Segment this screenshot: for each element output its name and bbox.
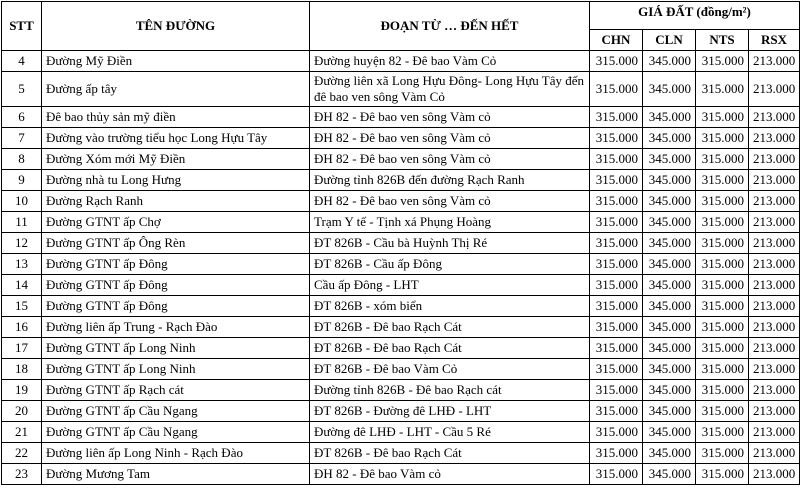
row-price-chn: 315.000 bbox=[590, 233, 643, 254]
row-doan: Đường tỉnh 826B đến đường Rạch Ranh bbox=[310, 170, 590, 191]
row-price-rsx: 213.000 bbox=[749, 51, 800, 72]
row-ten-duong: Đường Mỹ Điền bbox=[42, 51, 310, 72]
row-ten-duong: Đường vào trường tiểu học Long Hựu Tây bbox=[42, 128, 310, 149]
row-stt: 14 bbox=[2, 275, 42, 296]
table-row bbox=[2, 296, 800, 317]
row-price-chn: 315.000 bbox=[590, 149, 643, 170]
row-doan: ĐH 82 - Đê bao ven sông Vàm cỏ bbox=[310, 128, 590, 149]
row-price-nts: 315.000 bbox=[696, 107, 749, 128]
row-doan: Trạm Y tế - Tịnh xá Phụng Hoàng bbox=[310, 212, 590, 233]
header-nts: NTS bbox=[696, 30, 749, 51]
row-stt: 10 bbox=[2, 191, 42, 212]
table-row bbox=[2, 317, 800, 338]
row-price-chn: 315.000 bbox=[590, 128, 643, 149]
row-ten-duong: Đường liên ấp Trung - Rạch Đào bbox=[42, 317, 310, 338]
row-price-rsx: 213.000 bbox=[749, 128, 800, 149]
row-ten-duong: Đường GTNT ấp Đông bbox=[42, 275, 310, 296]
row-price-nts: 315.000 bbox=[696, 464, 749, 485]
row-doan: ĐT 826B - Đê bao Rạch Cát bbox=[310, 443, 590, 464]
row-price-nts: 315.000 bbox=[696, 380, 749, 401]
row-price-nts: 315.000 bbox=[696, 233, 749, 254]
row-price-cln: 345.000 bbox=[643, 338, 696, 359]
table-row bbox=[2, 233, 800, 254]
row-price-rsx: 213.000 bbox=[749, 107, 800, 128]
row-doan: Đường liên xã Long Hựu Đông- Long Hựu Tây đến đê bao ven sông Vàm Cỏ bbox=[310, 72, 590, 107]
row-price-cln: 345.000 bbox=[643, 443, 696, 464]
row-price-chn: 315.000 bbox=[590, 191, 643, 212]
row-price-chn: 315.000 bbox=[590, 359, 643, 380]
row-price-nts: 315.000 bbox=[696, 149, 749, 170]
row-price-nts: 315.000 bbox=[696, 443, 749, 464]
table-row bbox=[2, 51, 800, 72]
row-price-cln: 345.000 bbox=[643, 401, 696, 422]
row-doan: ĐT 826B - Đường đê LHĐ - LHT bbox=[310, 401, 590, 422]
row-price-chn: 315.000 bbox=[590, 443, 643, 464]
row-ten-duong: Đường GTNT ấp Long Ninh bbox=[42, 359, 310, 380]
row-price-rsx: 213.000 bbox=[749, 72, 800, 107]
row-price-cln: 345.000 bbox=[643, 72, 696, 107]
header-stt: STT bbox=[2, 2, 42, 51]
row-price-rsx: 213.000 bbox=[749, 275, 800, 296]
row-price-cln: 345.000 bbox=[643, 128, 696, 149]
row-price-chn: 315.000 bbox=[590, 212, 643, 233]
row-price-cln: 345.000 bbox=[643, 359, 696, 380]
row-price-chn: 315.000 bbox=[590, 51, 643, 72]
header-cln: CLN bbox=[643, 30, 696, 51]
row-ten-duong: Đường GTNT ấp Cầu Ngang bbox=[42, 401, 310, 422]
row-price-rsx: 213.000 bbox=[749, 233, 800, 254]
row-ten-duong: Đường GTNT ấp Đông bbox=[42, 296, 310, 317]
table-row bbox=[2, 275, 800, 296]
row-price-chn: 315.000 bbox=[590, 422, 643, 443]
header-ten-duong: TÊN ĐƯỜNG bbox=[42, 2, 310, 51]
table-row bbox=[2, 359, 800, 380]
row-price-chn: 315.000 bbox=[590, 464, 643, 485]
table-row bbox=[2, 107, 800, 128]
row-price-chn: 315.000 bbox=[590, 107, 643, 128]
row-ten-duong: Đê bao thủy sản mỹ điền bbox=[42, 107, 310, 128]
row-stt: 13 bbox=[2, 254, 42, 275]
row-price-nts: 315.000 bbox=[696, 296, 749, 317]
row-price-chn: 315.000 bbox=[590, 380, 643, 401]
row-price-chn: 315.000 bbox=[590, 275, 643, 296]
row-price-chn: 315.000 bbox=[590, 296, 643, 317]
row-doan: Cầu ấp Đông - LHT bbox=[310, 275, 590, 296]
row-price-chn: 315.000 bbox=[590, 401, 643, 422]
row-price-nts: 315.000 bbox=[696, 72, 749, 107]
row-price-cln: 345.000 bbox=[643, 212, 696, 233]
row-price-chn: 315.000 bbox=[590, 338, 643, 359]
table-body bbox=[2, 51, 800, 485]
row-stt: 15 bbox=[2, 296, 42, 317]
row-price-rsx: 213.000 bbox=[749, 191, 800, 212]
row-stt: 12 bbox=[2, 233, 42, 254]
row-price-rsx: 213.000 bbox=[749, 464, 800, 485]
row-doan: ĐT 826B - Đê bao Rạch Cát bbox=[310, 338, 590, 359]
table-row bbox=[2, 464, 800, 485]
row-stt: 21 bbox=[2, 422, 42, 443]
row-price-rsx: 213.000 bbox=[749, 359, 800, 380]
header-chn: CHN bbox=[590, 30, 643, 51]
row-price-rsx: 213.000 bbox=[749, 338, 800, 359]
header-gia-dat: GIÁ ĐẤT (đồng/m²) bbox=[590, 2, 800, 30]
row-price-cln: 345.000 bbox=[643, 317, 696, 338]
table-row bbox=[2, 128, 800, 149]
row-doan: Đường tỉnh 826B - Đê bao Rạch cát bbox=[310, 380, 590, 401]
row-doan: ĐH 82 - Đê bao ven sông Vàm cỏ bbox=[310, 149, 590, 170]
row-ten-duong: Đường GTNT ấp Long Ninh bbox=[42, 338, 310, 359]
row-ten-duong: Đường GTNT ấp Cầu Ngang bbox=[42, 422, 310, 443]
row-price-cln: 345.000 bbox=[643, 149, 696, 170]
row-price-nts: 315.000 bbox=[696, 401, 749, 422]
row-price-chn: 315.000 bbox=[590, 170, 643, 191]
row-ten-duong: Đường Rạch Ranh bbox=[42, 191, 310, 212]
row-doan: ĐT 826B - Cầu ấp Đông bbox=[310, 254, 590, 275]
row-price-nts: 315.000 bbox=[696, 191, 749, 212]
row-doan: Đường đê LHĐ - LHT - Cầu 5 Ré bbox=[310, 422, 590, 443]
row-doan: ĐT 826B - Đê bao Rạch Cát bbox=[310, 317, 590, 338]
row-price-cln: 345.000 bbox=[643, 422, 696, 443]
row-ten-duong: Đường Xóm mới Mỹ Điền bbox=[42, 149, 310, 170]
table-row bbox=[2, 170, 800, 191]
row-doan: ĐH 82 - Đê bao ven sông Vàm cỏ bbox=[310, 191, 590, 212]
row-price-cln: 345.000 bbox=[643, 191, 696, 212]
table-row bbox=[2, 443, 800, 464]
row-price-cln: 345.000 bbox=[643, 275, 696, 296]
row-stt: 8 bbox=[2, 149, 42, 170]
row-stt: 16 bbox=[2, 317, 42, 338]
row-price-nts: 315.000 bbox=[696, 359, 749, 380]
row-price-cln: 345.000 bbox=[643, 233, 696, 254]
row-ten-duong: Đường GTNT ấp Ông Rèn bbox=[42, 233, 310, 254]
row-price-rsx: 213.000 bbox=[749, 254, 800, 275]
row-price-rsx: 213.000 bbox=[749, 212, 800, 233]
row-price-chn: 315.000 bbox=[590, 72, 643, 107]
header-doan: ĐOẠN TỪ … ĐẾN HẾT bbox=[310, 2, 590, 51]
row-price-cln: 345.000 bbox=[643, 464, 696, 485]
row-price-cln: 345.000 bbox=[643, 51, 696, 72]
row-doan: Đường huyện 82 - Đê bao Vàm Cỏ bbox=[310, 51, 590, 72]
row-ten-duong: Đường Mương Tam bbox=[42, 464, 310, 485]
row-price-rsx: 213.000 bbox=[749, 170, 800, 191]
table-row bbox=[2, 422, 800, 443]
row-stt: 5 bbox=[2, 72, 42, 107]
row-ten-duong: Đường GTNT ấp Đông bbox=[42, 254, 310, 275]
row-stt: 23 bbox=[2, 464, 42, 485]
row-doan: ĐH 82 - Đê bao Vàm cỏ bbox=[310, 464, 590, 485]
row-price-rsx: 213.000 bbox=[749, 401, 800, 422]
row-stt: 17 bbox=[2, 338, 42, 359]
row-price-nts: 315.000 bbox=[696, 212, 749, 233]
row-stt: 19 bbox=[2, 380, 42, 401]
row-price-nts: 315.000 bbox=[696, 128, 749, 149]
table-row bbox=[2, 191, 800, 212]
row-price-cln: 345.000 bbox=[643, 380, 696, 401]
table-row bbox=[2, 149, 800, 170]
row-stt: 7 bbox=[2, 128, 42, 149]
row-ten-duong: Đường nhà tu Long Hưng bbox=[42, 170, 310, 191]
row-price-rsx: 213.000 bbox=[749, 149, 800, 170]
row-ten-duong: Đường ấp tây bbox=[42, 72, 310, 107]
row-price-nts: 315.000 bbox=[696, 422, 749, 443]
row-doan: ĐT 826B - Cầu bà Huỳnh Thị Ré bbox=[310, 233, 590, 254]
row-price-rsx: 213.000 bbox=[749, 296, 800, 317]
row-price-nts: 315.000 bbox=[696, 51, 749, 72]
row-price-nts: 315.000 bbox=[696, 254, 749, 275]
row-price-chn: 315.000 bbox=[590, 254, 643, 275]
row-price-cln: 345.000 bbox=[643, 254, 696, 275]
row-stt: 20 bbox=[2, 401, 42, 422]
row-stt: 18 bbox=[2, 359, 42, 380]
table-row bbox=[2, 380, 800, 401]
row-price-rsx: 213.000 bbox=[749, 443, 800, 464]
table-row bbox=[2, 72, 800, 107]
row-price-nts: 315.000 bbox=[696, 275, 749, 296]
row-stt: 11 bbox=[2, 212, 42, 233]
row-price-rsx: 213.000 bbox=[749, 422, 800, 443]
row-ten-duong: Đường GTNT ấp Chợ bbox=[42, 212, 310, 233]
row-price-cln: 345.000 bbox=[643, 107, 696, 128]
row-price-rsx: 213.000 bbox=[749, 380, 800, 401]
row-ten-duong: Đường liên ấp Long Ninh - Rạch Đào bbox=[42, 443, 310, 464]
row-price-nts: 315.000 bbox=[696, 170, 749, 191]
row-price-nts: 315.000 bbox=[696, 338, 749, 359]
row-doan: ĐH 82 - Đê bao ven sông Vàm cỏ bbox=[310, 107, 590, 128]
row-stt: 22 bbox=[2, 443, 42, 464]
row-price-nts: 315.000 bbox=[696, 317, 749, 338]
row-stt: 4 bbox=[2, 51, 42, 72]
row-ten-duong: Đường GTNT ấp Rạch cát bbox=[42, 380, 310, 401]
row-price-cln: 345.000 bbox=[643, 170, 696, 191]
row-doan: ĐT 826B - xóm biển bbox=[310, 296, 590, 317]
row-price-chn: 315.000 bbox=[590, 317, 643, 338]
row-doan: ĐT 826B - Đê bao Vàm Cỏ bbox=[310, 359, 590, 380]
table-row bbox=[2, 254, 800, 275]
row-price-rsx: 213.000 bbox=[749, 317, 800, 338]
table-row bbox=[2, 338, 800, 359]
row-price-cln: 345.000 bbox=[643, 296, 696, 317]
row-stt: 6 bbox=[2, 107, 42, 128]
table-row bbox=[2, 212, 800, 233]
row-stt: 9 bbox=[2, 170, 42, 191]
table-row bbox=[2, 401, 800, 422]
header-rsx: RSX bbox=[749, 30, 800, 51]
land-price-table bbox=[1, 1, 800, 485]
